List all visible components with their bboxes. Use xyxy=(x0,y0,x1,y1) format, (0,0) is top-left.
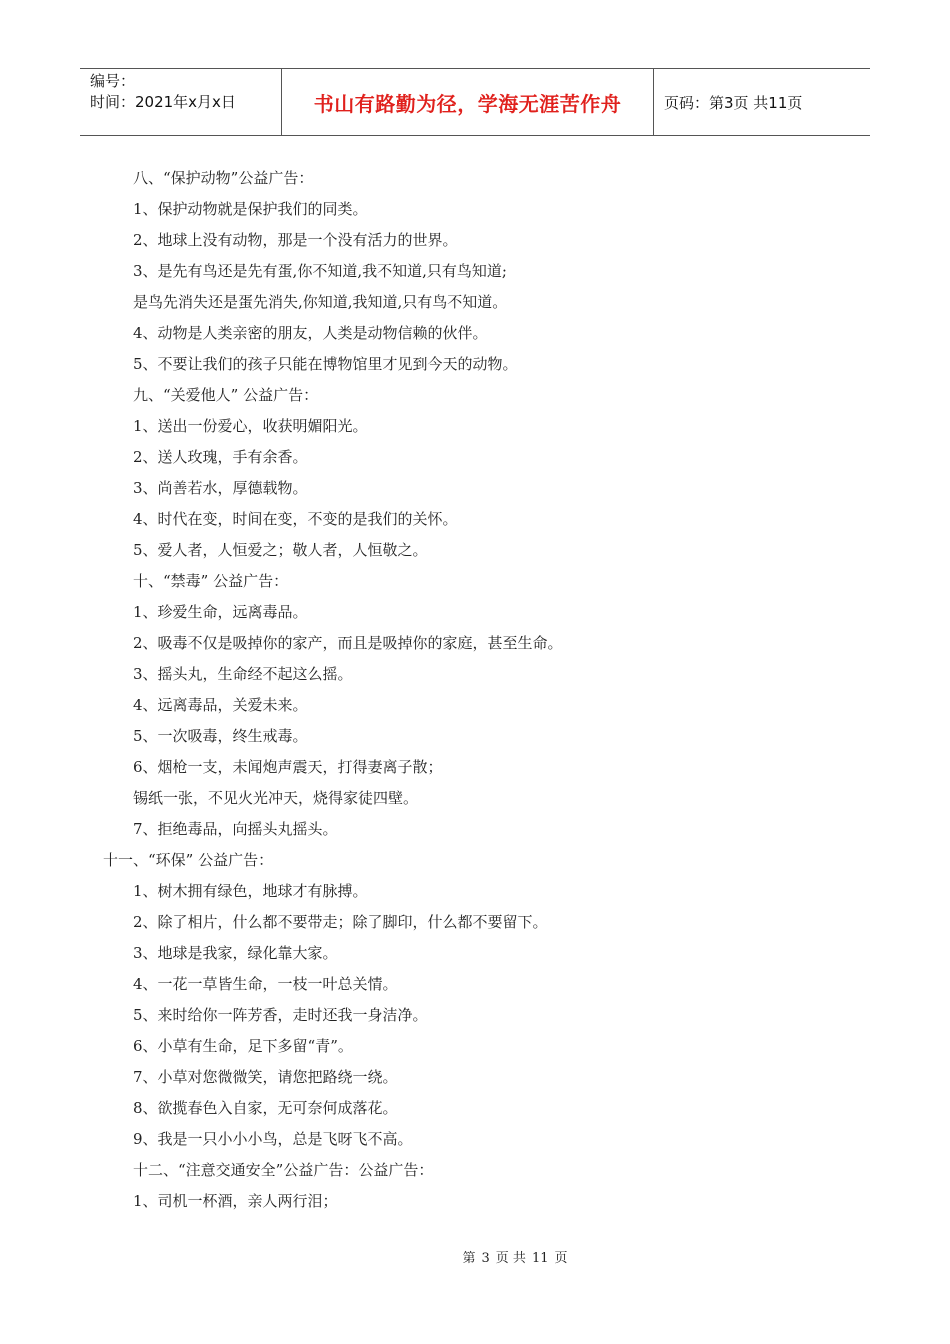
text-line: 3、尚善若水，厚德载物。 xyxy=(133,479,308,497)
text-line: 1、树木拥有绿色，地球才有脉搏。 xyxy=(133,882,368,900)
text-line: 九、“关爱他人” 公益广告： xyxy=(133,386,319,404)
text-line: 1、保护动物就是保护我们的同类。 xyxy=(133,200,368,218)
footer-suffix: 页 xyxy=(554,1251,568,1266)
text-line: 5、不要让我们的孩子只能在博物馆里才见到今天的动物。 xyxy=(133,355,518,373)
text-line: 1、珍爱生命，远离毒品。 xyxy=(133,603,308,621)
text-line: 4、动物是人类亲密的朋友，人类是动物信赖的伙伴。 xyxy=(133,324,488,342)
text-line: 十一、“环保” 公益广告： xyxy=(103,851,274,869)
text-line: 7、小草对您微微笑，请您把路绕一绕。 xyxy=(133,1068,398,1086)
page-header xyxy=(80,68,870,136)
text-line: 2、送人玫瑰，手有余香。 xyxy=(133,448,308,466)
document-date-label: 时间：2021年x月x日 xyxy=(90,93,236,111)
text-line: 3、摇头丸，生命经不起这么摇。 xyxy=(133,665,353,683)
page-footer xyxy=(0,1247,950,1266)
header-page-label: 页码：第3页 共11页 xyxy=(664,93,803,112)
text-line: 8、欲揽春色入自家，无可奈何成落花。 xyxy=(133,1099,398,1117)
text-line: 5、一次吸毒，终生戒毒。 xyxy=(133,727,308,745)
text-line: 是鸟先消失还是蛋先消失,你知道,我知道,只有鸟不知道。 xyxy=(133,293,508,311)
text-line: 2、除了相片，什么都不要带走；除了脚印，什么都不要留下。 xyxy=(133,913,548,931)
text-line: 3、是先有鸟还是先有蛋,你不知道,我不知道,只有鸟知道; xyxy=(133,262,507,280)
text-line: 3、地球是我家，绿化靠大家。 xyxy=(133,944,338,962)
text-line: 4、远离毒品，关爱未来。 xyxy=(133,696,308,714)
text-line: 十二、“注意交通安全”公益广告：公益广告： xyxy=(133,1161,434,1179)
text-line: 4、一花一草皆生命，一枝一叶总关情。 xyxy=(133,975,398,993)
footer-total-pages: 11 xyxy=(531,1251,549,1266)
text-line: 6、烟枪一支，未闻炮声震天，打得妻离子散； xyxy=(133,758,443,776)
text-line: 4、时代在变，时间在变，不变的是我们的关怀。 xyxy=(133,510,458,528)
text-line: 9、我是一只小小小鸟，总是飞呀飞不高。 xyxy=(133,1130,413,1148)
footer-page-number: 3 xyxy=(481,1251,490,1266)
text-line: 2、地球上没有动物，那是一个没有活力的世界。 xyxy=(133,231,458,249)
text-line: 5、爱人者，人恒爱之；敬人者，人恒敬之。 xyxy=(133,541,428,559)
text-line: 十、“禁毒” 公益广告： xyxy=(133,572,289,590)
text-line: 2、吸毒不仅是吸掉你的家产，而且是吸掉你的家庭，甚至生命。 xyxy=(133,634,563,652)
text-line: 1、司机一杯酒，亲人两行泪； xyxy=(133,1192,338,1210)
text-line: 1、送出一份爱心，收获明媚阳光。 xyxy=(133,417,368,435)
text-line: 5、来时给你一阵芳香，走时还我一身洁净。 xyxy=(133,1006,428,1024)
text-line: 八、“保护动物”公益广告： xyxy=(133,169,314,187)
footer-prefix: 第 xyxy=(462,1251,476,1266)
footer-mid: 页 共 xyxy=(495,1251,526,1266)
text-line: 锡纸一张，不见火光冲天，烧得家徒四壁。 xyxy=(133,789,419,807)
header-left-cell xyxy=(80,69,282,135)
text-line: 6、小草有生命，足下多留“青”。 xyxy=(133,1037,353,1055)
header-motto: 书山有路勤为径，学海无涯苦作舟 xyxy=(282,69,654,135)
text-line: 7、拒绝毒品，向摇头丸摇头。 xyxy=(133,820,338,838)
document-number-label: 编号： xyxy=(90,72,136,90)
